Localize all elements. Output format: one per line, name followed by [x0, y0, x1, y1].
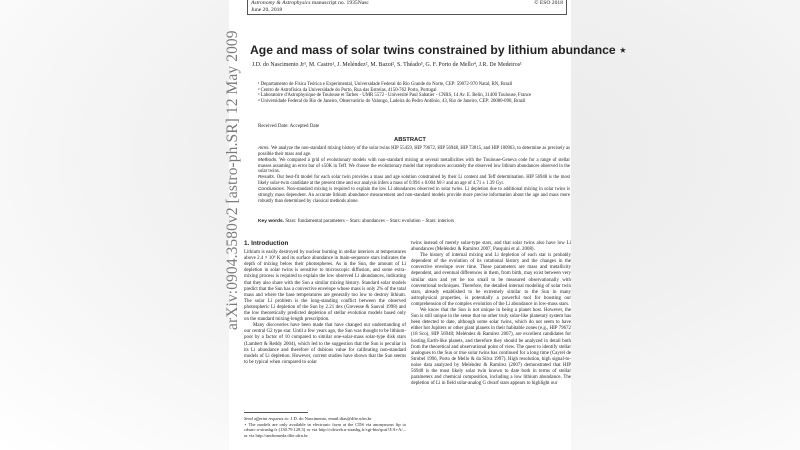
aims-text: We analyze the non-standard mixing history of the solar twins HIP 55459, HIP 79672, HIP 56948, HIP 73815, and HIP 100963, to determine as precisely as possible their mass and age.	[258, 146, 570, 157]
manuscript-number: manuscript no. 1935Nasc	[311, 0, 369, 6]
model-availability-footnote: ⋆ The models are only available in electronic form at the CDS via anonymous ftp to cdsarc.u-strasbg.fr (130.79.128.5) or via http://cdsweb.u-strasbg.fr/cgi-bin/qcat?J/A+A/... or via http://andromeda.dfte.ufrn.br	[244, 421, 406, 438]
affiliation-1: ¹ Departamento de Física Teórica e Experimental, Universidade Federal do Rio Grande do Norte, CEP: 59072-970 Natal, RN, Brazil	[258, 82, 513, 87]
keywords-text: Stars: fundamental parameters – Stars: abundances – Stars: evolution – Stars: interiors	[285, 219, 455, 224]
journal-header	[247, 0, 567, 15]
introduction-heading: 1. Introduction	[244, 240, 289, 247]
received-accepted-dates: Received Date: Accepted Date	[258, 124, 320, 129]
conclusions-label: Conclusions.	[258, 186, 286, 192]
methods-label: Methods.	[258, 157, 278, 163]
left-column	[244, 241, 406, 366]
footnote-divider	[244, 412, 308, 413]
intro-paragraph-5: We know that the Sun is not unique in being a planet host. However, the Sun is still unique in the sense that no other truly solar-like planetary system has been detected to date, although some solar twins, which do not seem to have either hot Jupiters or other giant planets in their habitable zones (e.g., HIP 79672 (18 Sco), HIP 56948; Meléndez & Ramírez 2007), are excellent candidates for hosting Earth-like planets, and therefore they should be analyzed in detail both from the theoretical and observational point of view. The quest to identify stellar analogues to the Sun or true solar twins has continued for a long time (Cayrel de Strobel 1996, Porto de Mello & da Silva 1997). High resolution, high signal-to-noise data analyzed by Meléndez & Ramírez (2007) demonstrated that HIP 56948 is the most likely solar twin known to date both in terms of stellar parameters and chemical composition, including a low lithium abundance. The depletion of Li in field solar-analog G dwarf stars appears to highlight our	[411, 308, 571, 387]
journal-line	[251, 0, 563, 7]
footnotes	[244, 416, 406, 438]
abstract-results	[258, 175, 570, 187]
affiliation-3: ³ Laboratoire d'Astrophysique de Toulouse et Tarbes - UMR 5572 - Université Paul Sabatier - CNRS, 14 Av. E. Belin, 31400 Toulouse, France	[258, 93, 532, 99]
abstract-heading: ABSTRACT	[394, 137, 426, 143]
arxiv-stamp: arXiv:0904.3580v2 [astro-ph.SR] 12 May 2009	[224, 30, 241, 330]
author-list: J.D. do Nascimento Jr¹, M. Castro¹, J. Meléndez², M. Bazot², S. Théado³, G. F. Porto de Mello⁴, J.R. De Medeiros¹	[252, 62, 522, 68]
intro-paragraph-4: The history of internal mixing and Li depletion of each star is probably dependent of the evolution of its rotational history and the changes in the convective envelope over time. These parameters are mass and metallicity dependent, and eventual differences in them, from birth, may exist between very similar stars and yet be too small to be measured observationally with conventional techniques. Therefore, the detailed internal modeling of solar twin stars, already established to be extremely similar to the Sun in many astrophysical properties, is potentially a powerful tool for boosting our comprehension of the complex evolution of the Li abundance in low-mass stars.	[411, 253, 571, 307]
abstract-conclusions	[258, 187, 570, 205]
affiliation-4: ⁴ Universidade Federal do Rio de Janeiro, Observatório do Valongo, Ladeira do Pedro Antônio, 43, Rio de Janeiro, CEP: 20080-090, Brazil	[258, 98, 526, 104]
affiliation-2: ² Centro de Astrofísica da Universidade do Porto, Rua das Estrelas, 4150-762 Porto, Portugal	[258, 87, 437, 93]
header-date: June 20, 2018	[251, 6, 283, 13]
results-text: Our best-fit model for each solar twin provides a mass and age solution constrained by their Li content and Teff determination. HIP 56948 is the most likely solar-twin candidate at the present time and our analysis infers a mass of 0.994 ± 0.004 M☉ and an age of 4.71 ± 1.39 Gyr.	[258, 175, 570, 187]
journal-name: Astronomy & Astrophysics	[251, 0, 311, 6]
affiliations	[258, 82, 570, 104]
title-footnote-mark: ⋆	[619, 43, 627, 57]
keywords	[258, 219, 570, 224]
keywords-label: Key words.	[258, 219, 285, 224]
results-label: Results.	[258, 175, 276, 181]
abstract-body	[258, 146, 570, 204]
intro-paragraph-3: twins instead of merely solar-type stars, and that solar twins also have low Li abundances (Meléndez & Ramírez 2007, Pasquini et al. 2008).	[411, 241, 571, 253]
copyright: © ESO 2018	[534, 0, 563, 6]
intro-paragraph-2: Many discoveries have been made that have changed our understanding of our central G2 type star. Until a few years ago, the Sun was thought to be lithium-poor by a factor of 10 compared to similar one-solar-mass solar-type disk stars (Lambert & Reddy 2004), which led to the suggestion that the Sun is peculiar in its Li abundance and therefore of dubious value for calibrating non-standard models of Li depletion. However, current studies have shown that the Sun seems to be typical when compared to solar	[244, 323, 406, 365]
intro-paragraph-1: Lithium is easily destroyed by nuclear burning in stellar interiors at temperatures above 2.4 × 10⁶ K and its surface abundance in main-sequence stars indicates the depth of mixing below their photospheres. As in the Sun, the amount of Li depletion in solar twins is sensitive to microscopic diffusion, and some extra-mixing process is required to explain the low observed Li abundances, indicating that they also share with the Sun a similar mixing history. Standard solar models predict that the Sun has a convective envelope whose mass is only 2% of the total mass and where the base temperatures are generally too low to destroy lithium. The solar Li problem is the long-standing conflict between the observed photospheric Li depletion of the Sun by 2.21 dex (Grevesse & Sauval 1998) and the low theoretically predicted depletion of stellar evolution models based only on the standard mixing-length prescription.	[244, 250, 406, 323]
aims-label: Aims.	[258, 146, 270, 151]
title-text: Age and mass of solar twins constrained by lithium abundance	[250, 43, 616, 57]
paper-title	[250, 43, 627, 57]
abstract-aims	[258, 146, 570, 158]
right-column	[411, 241, 571, 387]
abstract-methods	[258, 158, 570, 176]
methods-text: We computed a grid of evolutionary models with non-standard mixing at several metallicities with the Toulouse-Geneva code for a range of stellar masses assuming an error bar of ±50K in Teff. We choose the evolutionary model that reproduces accurately the observed low lithium abundances observed in the solar twins.	[258, 157, 570, 175]
offprint-label: Send offprint requests to:	[244, 416, 290, 421]
offprint-text: J.D. do Nascimento, email:dias@dfte.ufrn.br	[290, 416, 372, 421]
conclusions-text: Non-standard mixing is required to explain the low Li abundances observed in solar twins. Li depletion due to additional mixing in solar twins is strongly mass dependent. An accurate lithium abundance measurement and non-standard models provide more precise information about the age and mass more robustly than determined by classical methods alone.	[258, 186, 570, 204]
